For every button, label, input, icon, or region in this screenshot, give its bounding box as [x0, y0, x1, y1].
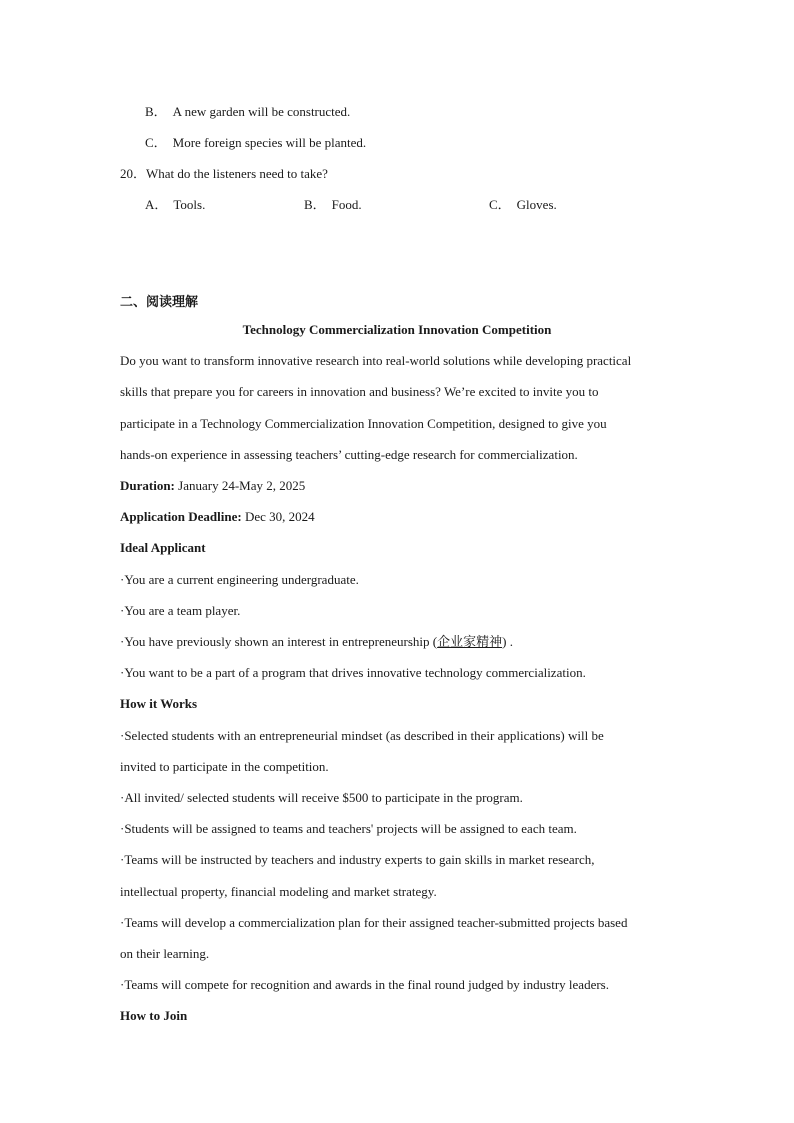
how-it-works-heading: How it Works — [120, 696, 198, 711]
applicant-item — [120, 634, 513, 651]
option-label: C． — [489, 197, 511, 212]
chinese-gloss: 企业家精神 — [437, 635, 503, 650]
option-text: A new garden will be constructed. — [172, 104, 351, 119]
applicant-item: ·You want to be a part of a program that drives innovative technology commercialization. — [120, 665, 586, 680]
how-it-works-line: ·Students will be assigned to teams and teachers' projects will be assigned to each team. — [120, 821, 577, 836]
question-number: 20． — [120, 166, 147, 181]
option-text: Tools. — [173, 197, 206, 212]
question-text: What do the listeners need to take? — [146, 166, 328, 181]
option-text: Gloves. — [516, 197, 557, 212]
applicant-item: ·You are a current engineering undergraduate. — [120, 572, 359, 587]
q20-question — [120, 166, 328, 182]
duration-value: January 24-May 2, 2025 — [174, 478, 306, 493]
applicant-item-end: ) . — [502, 634, 513, 649]
how-it-works-line: ·Teams will develop a commercialization plan for their assigned teacher-submitted projects based — [120, 915, 628, 930]
intro-line: hands-on experience in assessing teachers’ cutting-edge research for commercialization. — [120, 447, 578, 462]
intro-line: skills that prepare you for careers in innovation and business? We’re excited to invite you to — [120, 384, 599, 399]
how-it-works-line: ·Teams will be instructed by teachers and industry experts to gain skills in market research, — [120, 852, 595, 867]
applicant-item: ·You are a team player. — [120, 603, 241, 618]
q19-option-c — [145, 135, 366, 151]
option-label: C． — [145, 135, 167, 150]
how-to-join-heading: How to Join — [120, 1008, 188, 1023]
option-label: B． — [145, 104, 167, 119]
passage-title: Technology Commercialization Innovation Competition — [242, 322, 552, 337]
option-label: B． — [304, 197, 326, 212]
intro-line: Do you want to transform innovative research into real-world solutions while developing practical — [120, 353, 632, 368]
how-it-works-line: ·Selected students with an entrepreneurial mindset (as described in their applications) will be — [120, 728, 604, 743]
duration — [120, 478, 305, 494]
ideal-applicant-heading: Ideal Applicant — [120, 540, 206, 555]
q20-option-b — [304, 197, 362, 213]
option-text: More foreign species will be planted. — [172, 135, 367, 150]
deadline-value: Dec 30, 2024 — [241, 509, 315, 524]
how-it-works-line: intellectual property, financial modeling and market strategy. — [120, 884, 437, 899]
how-it-works-line: ·All invited/ selected students will receive $500 to participate in the program. — [120, 790, 523, 805]
applicant-item-text: ·You have previously shown an interest in entrepreneurship ( — [120, 634, 438, 649]
section-heading: 二、阅读理解 — [120, 295, 199, 310]
how-it-works-line: ·Teams will compete for recognition and awards in the final round judged by industry leaders. — [120, 977, 609, 992]
q19-option-b — [145, 104, 350, 120]
intro-line: participate in a Technology Commercialization Innovation Competition, designed to give you — [120, 416, 607, 431]
deadline-label: Application Deadline: — [120, 509, 242, 524]
application-deadline — [120, 509, 315, 525]
duration-label: Duration: — [120, 478, 175, 493]
option-text: Food. — [331, 197, 362, 212]
q20-option-c — [489, 197, 557, 213]
how-it-works-line: on their learning. — [120, 946, 210, 961]
option-label: A． — [145, 197, 168, 212]
q20-option-a — [145, 197, 205, 213]
how-it-works-line: invited to participate in the competition. — [120, 759, 329, 774]
